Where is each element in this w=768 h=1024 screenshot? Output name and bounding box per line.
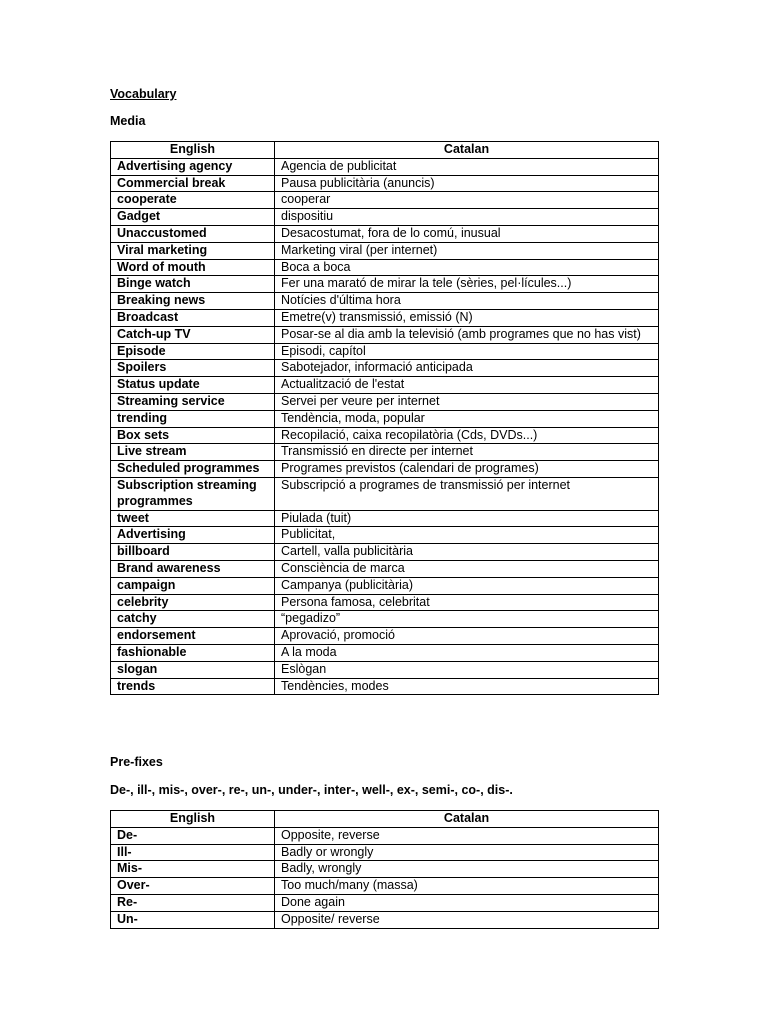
column-header-catalan: Catalan: [275, 142, 659, 159]
catalan-translation-cell: Aprovació, promoció: [275, 628, 659, 645]
english-term-cell: Advertising agency: [111, 158, 275, 175]
english-term-cell: Spoilers: [111, 360, 275, 377]
english-term-cell: endorsement: [111, 628, 275, 645]
english-term-cell: trends: [111, 678, 275, 695]
catalan-translation-cell: Done again: [275, 894, 659, 911]
table-row: [111, 175, 659, 192]
catalan-translation-cell: Tendència, moda, popular: [275, 410, 659, 427]
table-row: [111, 911, 659, 928]
catalan-translation-cell: Posar-se al dia amb la televisió (amb programes que no has vist): [275, 326, 659, 343]
english-term-cell: Status update: [111, 377, 275, 394]
catalan-translation-cell: Publicitat,: [275, 527, 659, 544]
table-row: [111, 594, 659, 611]
english-term-cell: Episode: [111, 343, 275, 360]
table-row: [111, 343, 659, 360]
english-term-cell: Binge watch: [111, 276, 275, 293]
table-row: [111, 158, 659, 175]
table-row: [111, 377, 659, 394]
catalan-translation-cell: Tendències, modes: [275, 678, 659, 695]
table-row: [111, 827, 659, 844]
table-row: [111, 242, 659, 259]
catalan-translation-cell: A la moda: [275, 644, 659, 661]
english-term-cell: Streaming service: [111, 393, 275, 410]
table-row: [111, 527, 659, 544]
table-row: [111, 276, 659, 293]
catalan-translation-cell: Eslògan: [275, 661, 659, 678]
table-row: [111, 192, 659, 209]
table-row: [111, 209, 659, 226]
catalan-translation-cell: Marketing viral (per internet): [275, 242, 659, 259]
table-row: [111, 225, 659, 242]
catalan-translation-cell: Boca a boca: [275, 259, 659, 276]
english-term-cell: Live stream: [111, 444, 275, 461]
catalan-translation-cell: Badly or wrongly: [275, 844, 659, 861]
catalan-translation-cell: Pausa publicitària (anuncis): [275, 175, 659, 192]
english-term-cell: Un-: [111, 911, 275, 928]
document-title: Vocabulary: [110, 87, 177, 101]
catalan-translation-cell: Programes previstos (calendari de programes): [275, 461, 659, 478]
catalan-translation-cell: Opposite, reverse: [275, 827, 659, 844]
table-row: [111, 611, 659, 628]
section-heading-media: Media: [110, 114, 146, 128]
table-row: [111, 461, 659, 478]
catalan-translation-cell: Persona famosa, celebritat: [275, 594, 659, 611]
table-row: [111, 259, 659, 276]
table-row: [111, 678, 659, 695]
table-header-row: [111, 811, 659, 828]
table-row: [111, 309, 659, 326]
catalan-translation-cell: cooperar: [275, 192, 659, 209]
table-row: [111, 878, 659, 895]
english-term-cell: Re-: [111, 894, 275, 911]
english-term-cell: Unaccustomed: [111, 225, 275, 242]
english-term-cell: Over-: [111, 878, 275, 895]
table-row: [111, 544, 659, 561]
media-table-body: [111, 158, 659, 695]
english-term-cell: Word of mouth: [111, 259, 275, 276]
catalan-translation-cell: Too much/many (massa): [275, 878, 659, 895]
prefix-table-body: [111, 827, 659, 928]
catalan-translation-cell: Campanya (publicitària): [275, 577, 659, 594]
english-term-cell: cooperate: [111, 192, 275, 209]
table-row: [111, 293, 659, 310]
column-header-english: English: [111, 811, 275, 828]
catalan-translation-cell: Piulada (tuit): [275, 510, 659, 527]
catalan-translation-cell: Servei per veure per internet: [275, 393, 659, 410]
table-row: [111, 393, 659, 410]
table-row: [111, 326, 659, 343]
catalan-translation-cell: Actualització de l'estat: [275, 377, 659, 394]
english-term-cell: fashionable: [111, 644, 275, 661]
prefix-table: [110, 810, 659, 929]
catalan-translation-cell: Opposite/ reverse: [275, 911, 659, 928]
catalan-translation-cell: Emetre(v) transmissió, emissió (N): [275, 309, 659, 326]
section-heading-prefixes: Pre-fixes: [110, 755, 163, 769]
table-row: [111, 360, 659, 377]
catalan-translation-cell: Badly, wrongly: [275, 861, 659, 878]
catalan-translation-cell: Subscripció a programes de transmissió per internet: [275, 477, 659, 510]
table-row: [111, 577, 659, 594]
english-term-cell: billboard: [111, 544, 275, 561]
catalan-translation-cell: Agencia de publicitat: [275, 158, 659, 175]
table-row: [111, 894, 659, 911]
table-row: [111, 444, 659, 461]
catalan-translation-cell: “pegadizo”: [275, 611, 659, 628]
english-term-cell: Broadcast: [111, 309, 275, 326]
english-term-cell: Gadget: [111, 209, 275, 226]
english-term-cell: celebrity: [111, 594, 275, 611]
catalan-translation-cell: Sabotejador, informació anticipada: [275, 360, 659, 377]
english-term-cell: Ill-: [111, 844, 275, 861]
english-term-cell: Breaking news: [111, 293, 275, 310]
english-term-cell: Commercial break: [111, 175, 275, 192]
english-term-cell: Catch-up TV: [111, 326, 275, 343]
english-term-cell: campaign: [111, 577, 275, 594]
media-vocabulary-table: [110, 141, 659, 695]
catalan-translation-cell: Recopilació, caixa recopilatòria (Cds, DVDs...): [275, 427, 659, 444]
english-term-cell: Scheduled programmes: [111, 461, 275, 478]
english-term-cell: Subscription streaming programmes: [111, 477, 275, 510]
english-term-cell: Mis-: [111, 861, 275, 878]
catalan-translation-cell: Transmissió en directe per internet: [275, 444, 659, 461]
table-row: [111, 477, 659, 510]
english-term-cell: slogan: [111, 661, 275, 678]
table-row: [111, 560, 659, 577]
catalan-translation-cell: Fer una marató de mirar la tele (sèries, pel·lícules...): [275, 276, 659, 293]
table-row: [111, 510, 659, 527]
english-term-cell: trending: [111, 410, 275, 427]
english-term-cell: De-: [111, 827, 275, 844]
table-row: [111, 661, 659, 678]
english-term-cell: Advertising: [111, 527, 275, 544]
table-row: [111, 427, 659, 444]
table-row: [111, 644, 659, 661]
prefix-list: De-, ill-, mis-, over-, re-, un-, under-, inter-, well-, ex-, semi-, co-, dis-.: [110, 783, 513, 797]
catalan-translation-cell: Consciència de marca: [275, 560, 659, 577]
english-term-cell: Brand awareness: [111, 560, 275, 577]
catalan-translation-cell: Desacostumat, fora de lo comú, inusual: [275, 225, 659, 242]
catalan-translation-cell: Episodi, capítol: [275, 343, 659, 360]
column-header-catalan: Catalan: [275, 811, 659, 828]
english-term-cell: Box sets: [111, 427, 275, 444]
english-term-cell: catchy: [111, 611, 275, 628]
catalan-translation-cell: Notícies d'última hora: [275, 293, 659, 310]
english-term-cell: Viral marketing: [111, 242, 275, 259]
table-row: [111, 628, 659, 645]
catalan-translation-cell: dispositiu: [275, 209, 659, 226]
column-header-english: English: [111, 142, 275, 159]
english-term-cell: tweet: [111, 510, 275, 527]
table-row: [111, 410, 659, 427]
table-row: [111, 844, 659, 861]
table-row: [111, 861, 659, 878]
table-header-row: [111, 142, 659, 159]
catalan-translation-cell: Cartell, valla publicitària: [275, 544, 659, 561]
